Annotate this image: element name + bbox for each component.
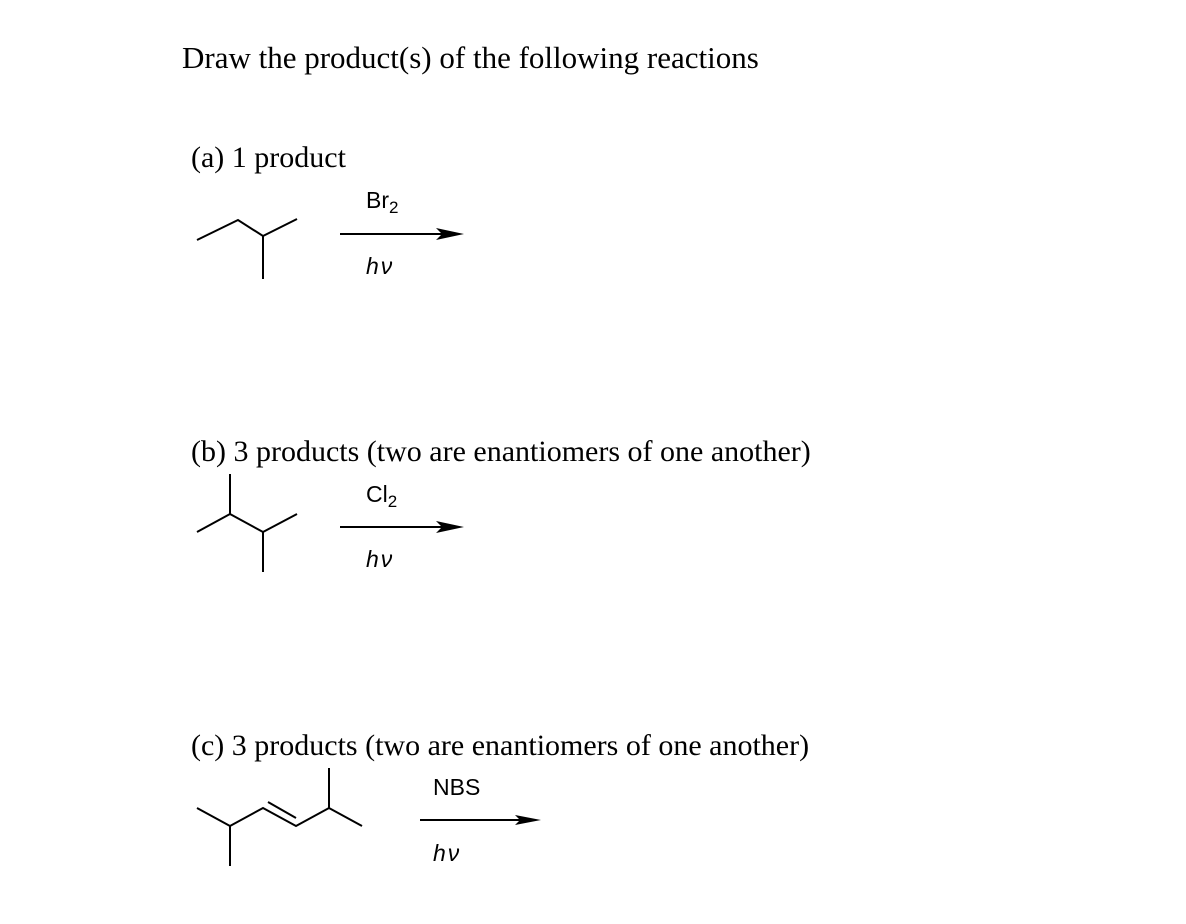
reaction-a-reagent-symbol: Br [366, 187, 389, 213]
reaction-b-label: (b) 3 products (two are enantiomers of one another) [191, 435, 811, 468]
reaction-c-label: (c) 3 products (two are enantiomers of one another) [191, 729, 810, 762]
reaction-a-label: (a) 1 product [191, 141, 346, 174]
reaction-c-condition: hν [433, 840, 462, 866]
reaction-a-condition: hν [366, 253, 395, 279]
reaction-b-condition: hν [366, 546, 395, 572]
reaction-b-reagent-symbol: Cl [366, 481, 388, 507]
reaction-b-reagent-subscript: 2 [387, 492, 398, 511]
reaction-a-reagent-subscript: 2 [389, 198, 399, 217]
reaction-c-reagent-symbol: NBS [433, 774, 481, 800]
page-title: Draw the product(s) of the following reactions [182, 40, 759, 75]
